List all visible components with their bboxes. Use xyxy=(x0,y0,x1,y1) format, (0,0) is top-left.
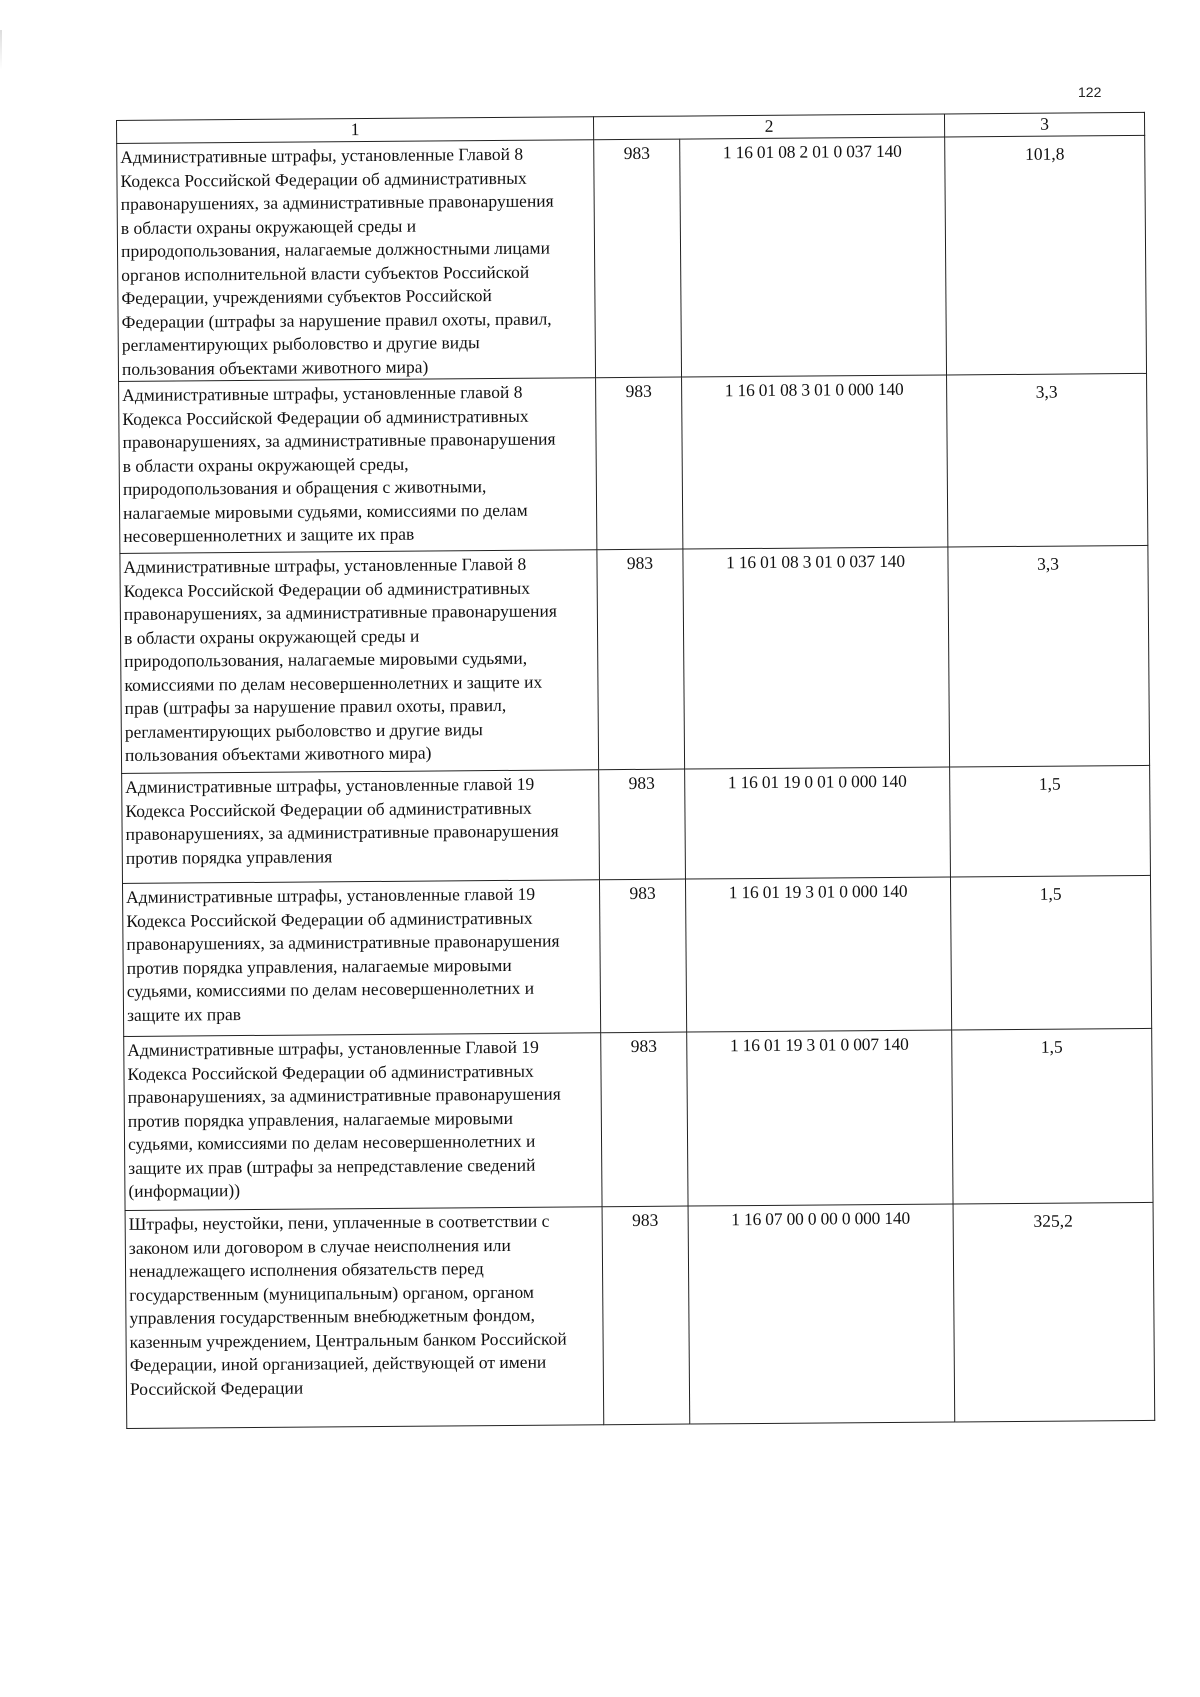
row-admin-code: 983 xyxy=(596,377,683,550)
page-number: 122 xyxy=(1078,84,1102,100)
table-row xyxy=(120,545,1150,773)
row-amount: 1,5 xyxy=(952,1028,1153,1204)
row-budget-code: 1 16 07 00 0 00 0 000 140 xyxy=(688,1204,955,1424)
row-admin-code: 983 xyxy=(597,549,685,770)
scan-edge-artifact xyxy=(0,30,2,70)
table-row xyxy=(122,875,1151,1036)
row-admin-code: 983 xyxy=(602,1206,690,1425)
table-row xyxy=(119,373,1148,553)
row-description: Штрафы, неустойки, пени, уплаченные в соответствии с законом или договором в случае неисполнения или ненадлежащего исполнения обязательств перед государственным (муниципальным) органом, органом управления государственным внебюджетным фондом, казенным учреждением, Центральным банком Российской Федерации, иной организацией, действующей от имени Российской Федерации xyxy=(125,1207,604,1429)
row-admin-code: 983 xyxy=(599,769,686,880)
header-col-1: 1 xyxy=(117,117,594,144)
table-row xyxy=(124,1028,1153,1210)
header-col-2: 2 xyxy=(593,114,944,140)
row-amount: 101,8 xyxy=(945,135,1147,375)
row-description: Административные штрафы, установленные Главой 8 Кодекса Российской Федерации об административных правонарушениях, за административные правонарушения в области охраны окружающей среды и природопользования, налагаемые должностными лицами органов исполнительной власти субъектов Российской Федерации, учреждениями субъектов Российской Федерации (штрафы за нарушение правил охоты, правил, регламентирующих рыболовство и другие виды пользования объектами животного мира) xyxy=(117,140,596,382)
row-amount: 3,3 xyxy=(948,545,1150,767)
row-amount: 325,2 xyxy=(953,1202,1155,1422)
row-budget-code: 1 16 01 08 3 01 0 037 140 xyxy=(683,547,950,769)
row-amount: 1,5 xyxy=(950,765,1151,877)
row-description: Административные штрафы, установленные главой 8 Кодекса Российской Федерации об административных правонарушениях, за административные правонарушения в области охраны окружающей среды, природопользования и обращения с животными, налагаемые мировыми судьями, комиссиями по делам несовершеннолетних и защите их прав xyxy=(119,378,597,554)
row-budget-code: 1 16 01 19 0 01 0 000 140 xyxy=(685,767,951,879)
row-budget-code: 1 16 01 08 3 01 0 000 140 xyxy=(682,375,948,549)
table-row xyxy=(122,765,1151,883)
row-description: Административные штрафы, установленные Главой 8 Кодекса Российской Федерации об административных правонарушениях, за административные правонарушения в области охраны окружающей среды и природопользования, налагаемые мировыми судьями, комиссиями по делам несовершеннолетних и защите их прав (штрафы за нарушение правил охоты, правил, регламентирующих рыболовство и другие виды пользования объектами животного мира) xyxy=(120,550,599,774)
revenue-table xyxy=(116,112,1155,1429)
row-admin-code: 983 xyxy=(594,139,682,378)
header-col-3: 3 xyxy=(944,112,1144,137)
row-description: Административные штрафы, установленные главой 19 Кодекса Российской Федерации об административных правонарушениях, за административные правонарушения против порядка управления, налагаемые мировыми судьями, комиссиями по делам несовершеннолетних и защите их прав xyxy=(122,880,600,1037)
table-row xyxy=(125,1202,1155,1428)
row-budget-code: 1 16 01 19 3 01 0 000 140 xyxy=(685,877,951,1032)
table-row xyxy=(117,135,1147,381)
row-admin-code: 983 xyxy=(601,1032,688,1207)
row-budget-code: 1 16 01 19 3 01 0 007 140 xyxy=(687,1030,953,1206)
row-amount: 3,3 xyxy=(947,373,1148,547)
row-budget-code: 1 16 01 08 2 01 0 037 140 xyxy=(680,137,947,377)
row-admin-code: 983 xyxy=(599,879,686,1033)
row-amount: 1,5 xyxy=(950,875,1151,1030)
row-description: Административные штрафы, установленные главой 19 Кодекса Российской Федерации об административных правонарушениях, за административные правонарушения против порядка управления xyxy=(122,770,600,884)
row-description: Административные штрафы, установленные Главой 19 Кодекса Российской Федерации об административных правонарушениях, за административные правонарушения против порядка управления, налагаемые мировыми судьями, комиссиями по делам несовершеннолетних и защите их прав (штрафы за непредставление сведений (информации)) xyxy=(124,1033,602,1211)
